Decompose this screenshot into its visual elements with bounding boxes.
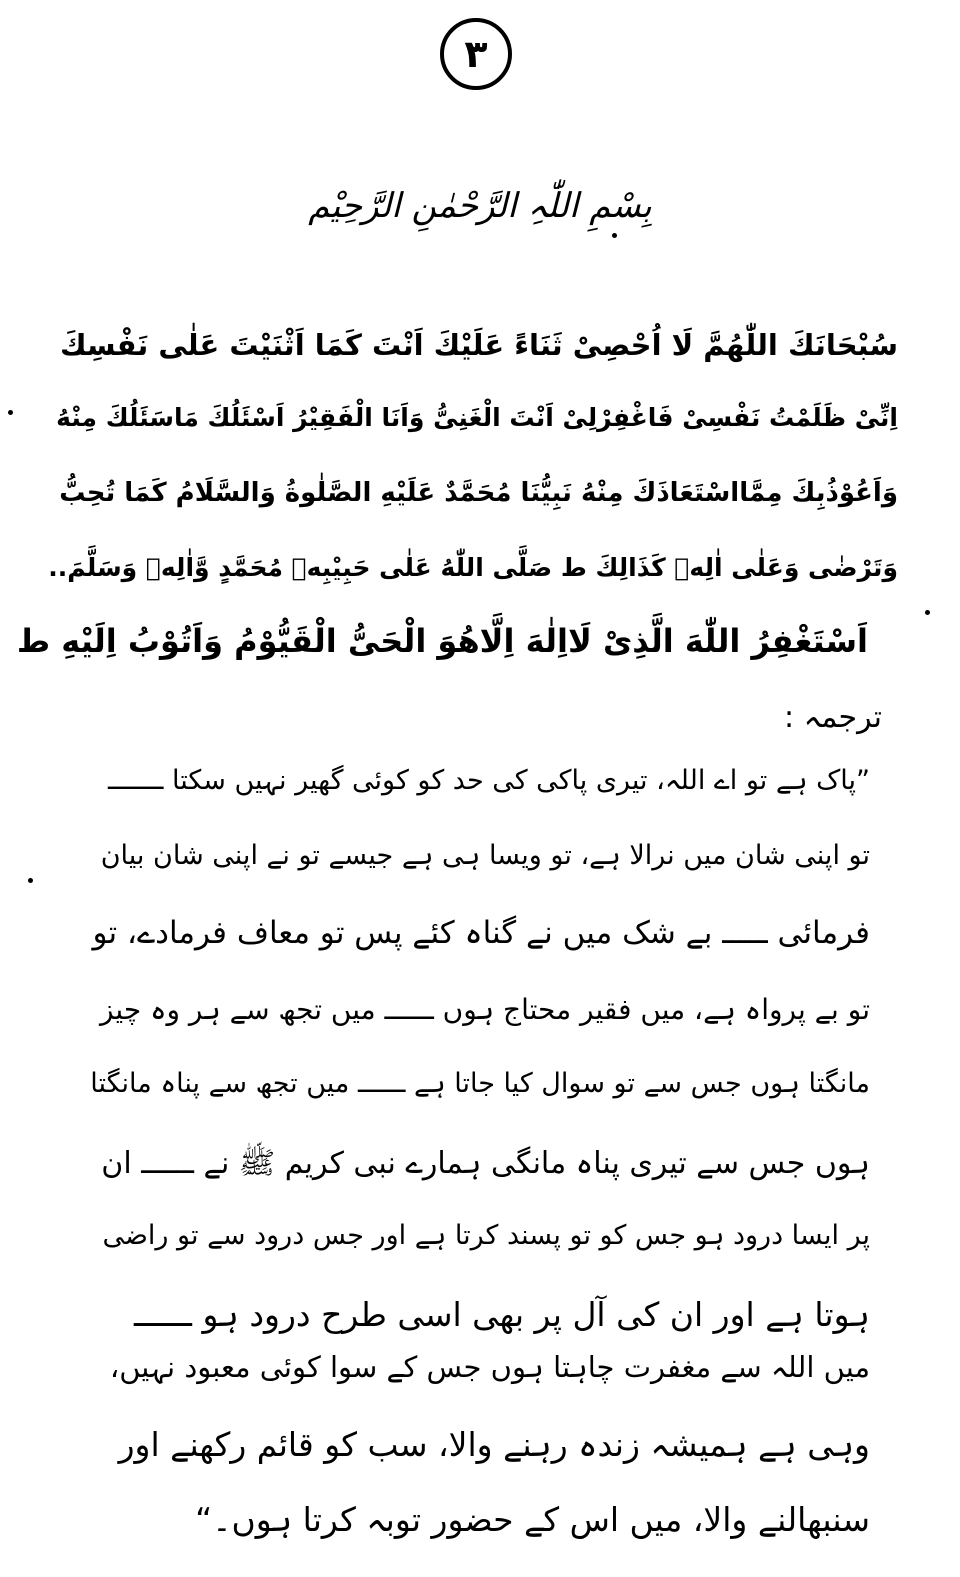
scan-speck: [8, 410, 13, 415]
translation-line: ہوتا ہے اور ان کی آل پر بھی اسی طرح درود ہو ــــــ: [133, 1295, 870, 1334]
translation-line: ”پاک ہے تو اے اللہ، تیری پاکی کی حد کو کوئی گھیر نہیں سکتا ـــــــ: [108, 765, 870, 796]
translation-line: ہوں جس سے تیری پناہ مانگی ہمارے نبی کریم ﷺ نے ــــــ ان: [101, 1146, 870, 1181]
arabic-line: وَاَعُوْذُبِكَ مِمَّااسْتَعَاذَكَ مِنْهُ نَبِیُّنَا مُحَمَّدٌ عَلَیْهِ الصَّلٰوةُ وَالسَّلَامُ كَمَا تُحِبُّ: [59, 478, 898, 508]
translation-line: مانگتا ہوں جس سے تو سوال کیا جاتا ہے ــــــ میں تجھ سے پناہ مانگتا: [90, 1068, 870, 1099]
translation-line: فرمائی ـــــ بے شک میں نے گناہ کئے پس تو معاف فرمادے، تو: [92, 915, 870, 951]
scan-speck: [612, 233, 617, 238]
translation-line: تو بے پرواہ ہے، میں فقیر محتاج ہوں ــــــ میں تجھ سے ہر وہ چیز: [99, 993, 870, 1026]
translation-line: تو اپنی شان میں نرالا ہے، تو ویسا ہی ہے جیسے تو نے اپنی شان بیان: [100, 840, 870, 871]
page-number-badge: [440, 18, 512, 90]
page-number: ٣: [464, 32, 488, 76]
scan-speck: [28, 878, 33, 883]
arabic-line: اَسْتَغْفِرُ اللّٰهَ الَّذِیْ لَااِلٰهَ اِلَّاهُوَ الْحَیُّ الْقَیُّوْمُ وَاَتُوْبُ اِلَیْهِ ط: [16, 622, 868, 660]
translation-line: سنبھالنے والا، میں اس کے حضور توبہ کرتا ہوں۔“: [195, 1500, 870, 1539]
arabic-line: سُبْحَانَكَ اللّٰهُمَّ لَا اُحْصِیْ ثَنَاءً عَلَیْكَ اَنْتَ كَمَا اَثْنَیْتَ عَلٰی نَفْسِكَ: [59, 328, 898, 362]
translation-label: ترجمہ :: [783, 700, 882, 735]
bismillah-heading: بِسْمِ اللّٰہِ الرَّحْمٰنِ الرَّحِیْم: [308, 186, 652, 226]
translation-line: پر ایسا درود ہو جس کو تو پسند کرتا ہے اور جس درود سے تو راضی: [102, 1220, 870, 1251]
translation-line: وہی ہے ہمیشہ زندہ رہنے والا، سب کو قائم رکھنے اور: [118, 1425, 870, 1464]
scan-speck: [925, 610, 930, 615]
translation-line: میں اللہ سے مغفرت چاہتا ہوں جس کے سوا کوئی معبود نہیں،: [109, 1350, 870, 1384]
arabic-line: وَتَرْضٰی وَعَلٰی اٰلِهٖ كَذَالِكَ ط صَلَّی اللّٰهُ عَلٰی حَبِیْبِهٖ مُحَمَّدٍ وَّاٰلِهٖ وَسَلَّمَ..: [48, 553, 898, 582]
arabic-line: اِنِّیْ ظَلَمْتُ نَفْسِیْ فَاغْفِرْلِیْ اَنْتَ الْغَنِیُّ وَاَنَا الْفَقِیْرُ اَسْئَلُكَ مَاسَئَلُكَ مِنْهُ: [56, 403, 898, 432]
